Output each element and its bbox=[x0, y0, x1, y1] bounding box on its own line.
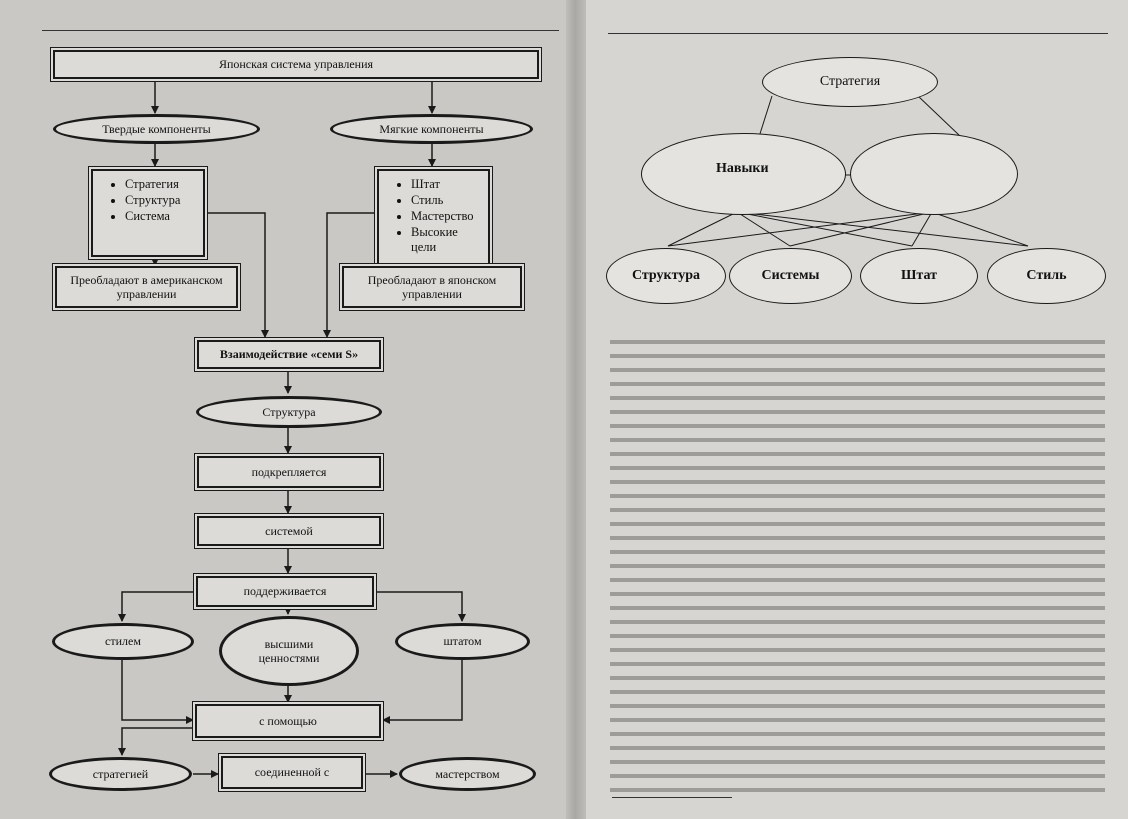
list-item: • Структура bbox=[125, 193, 195, 208]
skills-ellipse bbox=[641, 133, 846, 215]
list-item: • Мастерство bbox=[411, 209, 480, 224]
bottom-ellipse-staff bbox=[860, 248, 978, 304]
list-item: • Штат bbox=[411, 177, 480, 192]
with-help-label: с помощью bbox=[259, 713, 317, 728]
soft-components-ellipse bbox=[330, 114, 533, 144]
american-note-label: Преобладают в американском управлении bbox=[70, 272, 223, 301]
supported-label-2: поддерживается bbox=[243, 584, 327, 599]
system-box bbox=[197, 516, 381, 546]
values-label: высшими ценностями bbox=[258, 636, 320, 665]
soft-components-list bbox=[377, 169, 490, 271]
joined-with-box bbox=[221, 756, 363, 789]
japanese-note-label: Преобладают в японском управлении bbox=[367, 272, 497, 301]
supported-label-1: подкрепляется bbox=[251, 464, 327, 479]
joined-with-label: соединенной с bbox=[254, 765, 330, 780]
list-item: • Высокие цели bbox=[411, 225, 480, 255]
mastery-ellipse bbox=[399, 757, 536, 791]
strategy-top-ellipse bbox=[762, 57, 938, 107]
hard-components-ellipse bbox=[53, 114, 260, 144]
american-note-box bbox=[55, 266, 238, 308]
skills-label: Навыки bbox=[716, 161, 769, 176]
title-box bbox=[53, 50, 539, 79]
bottom-ellipse-style bbox=[987, 248, 1106, 304]
supported-box-2 bbox=[196, 576, 374, 607]
style-label: стилем bbox=[105, 634, 141, 649]
structure-ellipse bbox=[196, 396, 382, 428]
soft-components-label: Мягкие компоненты bbox=[379, 121, 484, 136]
bottom-label: Стиль bbox=[1026, 267, 1067, 283]
supported-box-1 bbox=[197, 456, 381, 488]
mastery-label: мастерством bbox=[435, 766, 500, 781]
japanese-note-box bbox=[342, 266, 522, 308]
staff-label: штатом bbox=[443, 634, 482, 649]
strategy-top-label: Стратегия bbox=[819, 73, 881, 89]
bottom-label: Структура bbox=[631, 267, 701, 283]
strategy-label: стратегией bbox=[92, 766, 149, 781]
hard-components-list bbox=[91, 169, 205, 257]
structure-label: Структура bbox=[262, 404, 316, 419]
bottom-ellipse-systems bbox=[729, 248, 852, 304]
with-help-box bbox=[195, 704, 381, 738]
style-ellipse bbox=[52, 623, 194, 660]
values-ellipse bbox=[219, 616, 359, 686]
list-item: • Стиль bbox=[411, 193, 480, 208]
interaction-label: Взаимодействие «семи S» bbox=[219, 347, 359, 362]
list-item: • Система bbox=[125, 209, 195, 224]
strategy-ellipse bbox=[49, 757, 192, 791]
hard-components-label: Твердые компоненты bbox=[102, 121, 211, 136]
staff-ellipse bbox=[395, 623, 530, 660]
blank-ellipse bbox=[850, 133, 1018, 215]
bottom-ellipse-structure bbox=[606, 248, 726, 304]
list-item: • Стратегия bbox=[125, 177, 195, 192]
title-label: Японская система управления bbox=[218, 57, 374, 72]
bottom-label: Системы bbox=[761, 267, 820, 283]
interaction-box bbox=[197, 340, 381, 369]
bottom-label: Штат bbox=[901, 267, 937, 283]
system-label: системой bbox=[265, 523, 313, 538]
